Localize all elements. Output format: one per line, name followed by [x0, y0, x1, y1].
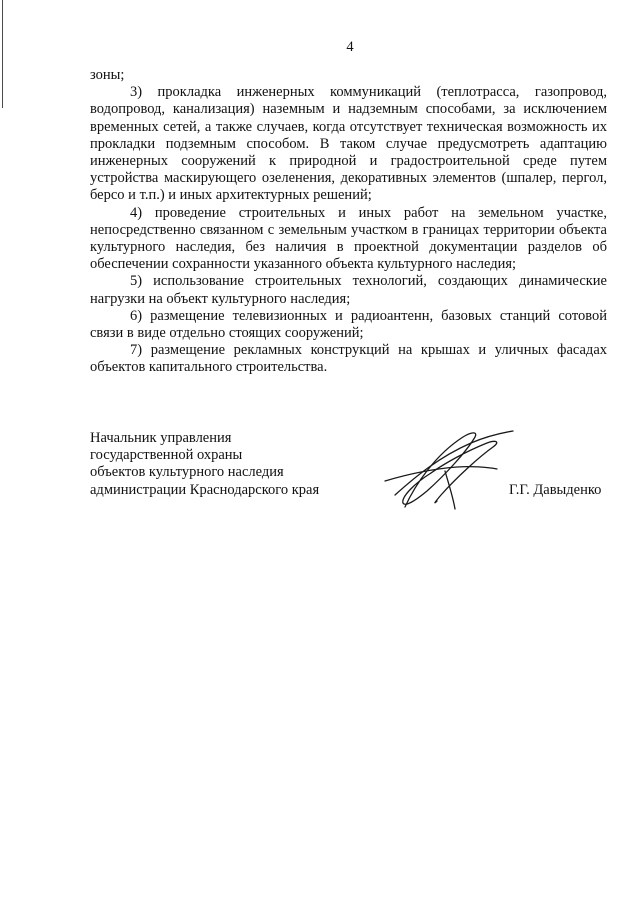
signer-position-line: Начальник управления	[90, 430, 232, 446]
page-number: 4	[346, 39, 354, 55]
paragraph-item-3: 3) прокладка инженерных коммуникаций (теплотрасса, газопровод, водопровод, канализация) наземным и надземным способами, за исключением временных сетей, а также случаев, когда отсутствует техническая возможность их прокладки подземным способом. В таком случае предусмотреть адаптацию инженерных сооружений к природной и градостроительной среде путем устройства маскирующего озеленения, декоративных элементов (шпалер, пергол, берсо и т.п.) и иных архитектурных решений;	[90, 84, 607, 204]
signer-position-line: государственной охраны	[90, 447, 243, 464]
paragraph-item-4: 4) проведение строительных и иных работ на земельном участке, непосредственно связанном с земельным участком в границах территории объекта культурного наследия, без наличия в проектной документации разделов об обеспечении сохранности указанного объекта культурного наследия;	[90, 204, 607, 273]
paragraph-item-7: 7) размещение рекламных конструкций на крышах и уличных фасадах объектов капитального строительства.	[90, 342, 607, 376]
signer-name: Г.Г. Давыденко	[509, 481, 602, 498]
signer-position-line: администрации Краснодарского края	[90, 481, 320, 498]
handwritten-signature	[375, 425, 520, 515]
paragraph-zones-end: зоны;	[90, 67, 125, 83]
signer-position-line: объектов культурного наследия	[90, 464, 284, 481]
paragraph-item-6: 6) размещение телевизионных и радиоантенн, базовых станций сотовой связи в виде отдельно стоящих сооружений;	[90, 307, 607, 342]
signature-block	[90, 430, 610, 499]
document-body	[90, 67, 607, 377]
paragraph-item-5: 5) использование строительных технологий, создающих динамические нагрузки на объект культурного наследия;	[90, 273, 607, 307]
